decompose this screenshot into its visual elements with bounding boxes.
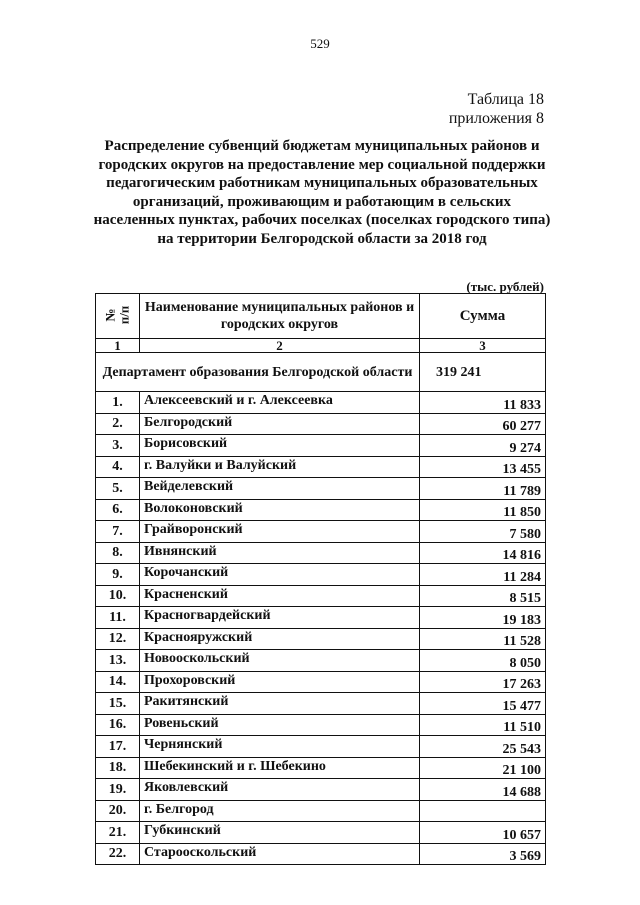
row-name: Борисовский [140, 435, 420, 457]
table-row [96, 779, 546, 801]
row-sum: 3 569 [420, 843, 546, 865]
row-number: 11. [96, 607, 140, 629]
subvention-table [95, 293, 546, 865]
row-sum: 14 688 [420, 779, 546, 801]
row-name: Шебекинский и г. Шебекино [140, 757, 420, 779]
row-sum [420, 800, 546, 822]
table-row [96, 521, 546, 543]
row-number: 22. [96, 843, 140, 865]
header-name: Наименование муниципальных районов и городских округов [140, 294, 420, 339]
row-name: Прохоровский [140, 671, 420, 693]
row-number: 20. [96, 800, 140, 822]
row-sum: 13 455 [420, 456, 546, 478]
row-name: Старооскольский [140, 843, 420, 865]
row-name: Волоконовский [140, 499, 420, 521]
table-row [96, 456, 546, 478]
table-row [96, 736, 546, 758]
row-sum: 11 850 [420, 499, 546, 521]
row-sum: 60 277 [420, 413, 546, 435]
table-ref-line1: Таблица 18 [467, 91, 544, 108]
department-row [96, 353, 546, 392]
row-sum: 11 833 [420, 392, 546, 414]
row-sum: 19 183 [420, 607, 546, 629]
row-sum: 17 263 [420, 671, 546, 693]
table-row [96, 693, 546, 715]
row-number: 15. [96, 693, 140, 715]
table-row [96, 650, 546, 672]
row-number: 7. [96, 521, 140, 543]
row-number: 4. [96, 456, 140, 478]
row-number: 10. [96, 585, 140, 607]
row-number: 1. [96, 392, 140, 414]
table-header-row [96, 294, 546, 339]
row-number: 17. [96, 736, 140, 758]
row-number: 18. [96, 757, 140, 779]
units-label: (тыс. рублей) [466, 279, 544, 294]
table-ref-line2: приложения 8 [448, 110, 544, 127]
row-name: Корочанский [140, 564, 420, 586]
row-sum: 9 274 [420, 435, 546, 457]
row-number: 12. [96, 628, 140, 650]
row-sum: 15 477 [420, 693, 546, 715]
row-number: 19. [96, 779, 140, 801]
row-number: 8. [96, 542, 140, 564]
row-name: Вейделевский [140, 478, 420, 500]
table-row [96, 499, 546, 521]
column-number-2: 2 [140, 339, 420, 353]
row-number: 9. [96, 564, 140, 586]
table-row [96, 392, 546, 414]
header-number-symbol: № [102, 308, 118, 322]
row-sum: 21 100 [420, 757, 546, 779]
row-name: Яковлевский [140, 779, 420, 801]
table-row [96, 822, 546, 844]
table-row [96, 671, 546, 693]
row-sum: 8 050 [420, 650, 546, 672]
table-row [96, 435, 546, 457]
header-number-abbr: п/п [116, 305, 132, 325]
row-sum: 11 528 [420, 628, 546, 650]
row-name: Ровеньский [140, 714, 420, 736]
row-number: 13. [96, 650, 140, 672]
row-sum: 11 789 [420, 478, 546, 500]
row-name: Ракитянский [140, 693, 420, 715]
department-sum: 319 241 [420, 353, 546, 392]
row-number: 6. [96, 499, 140, 521]
row-sum: 11 284 [420, 564, 546, 586]
table-row [96, 628, 546, 650]
row-name: Краснояружский [140, 628, 420, 650]
row-number: 2. [96, 413, 140, 435]
row-number: 5. [96, 478, 140, 500]
table-row [96, 843, 546, 865]
table-reference [344, 90, 544, 128]
row-number: 21. [96, 822, 140, 844]
row-sum: 7 580 [420, 521, 546, 543]
row-name: Ивнянский [140, 542, 420, 564]
row-name: Чернянский [140, 736, 420, 758]
row-name: г. Белгород [140, 800, 420, 822]
row-sum: 10 657 [420, 822, 546, 844]
row-number: 3. [96, 435, 140, 457]
table-row [96, 542, 546, 564]
header-sum: Сумма [420, 294, 546, 339]
table-row [96, 607, 546, 629]
table-row [96, 585, 546, 607]
row-name: Красненский [140, 585, 420, 607]
row-name: Красногвардейский [140, 607, 420, 629]
row-name: Алексеевский и г. Алексеевка [140, 392, 420, 414]
table-row [96, 413, 546, 435]
row-sum: 8 515 [420, 585, 546, 607]
row-name: г. Валуйки и Валуйский [140, 456, 420, 478]
row-number: 16. [96, 714, 140, 736]
row-name: Новооскольский [140, 650, 420, 672]
header-number [96, 294, 140, 339]
column-number-3: 3 [420, 339, 546, 353]
table-row [96, 757, 546, 779]
row-number: 14. [96, 671, 140, 693]
table-row [96, 564, 546, 586]
page-number: 529 [310, 36, 330, 51]
row-sum: 11 510 [420, 714, 546, 736]
row-name: Белгородский [140, 413, 420, 435]
row-sum: 14 816 [420, 542, 546, 564]
row-name: Губкинский [140, 822, 420, 844]
row-sum: 25 543 [420, 736, 546, 758]
document-title: Распределение субвенций бюджетам муниципальных районов и городских округов на предоставление мер социальной поддержки педагогическим работникам муниципальных образовательных организаций, проживающим и работающим в сельских населенных пунктах, рабочих поселках (поселках городского типа) на территории Белгородской области за 2018 год [93, 138, 551, 247]
row-name: Грайворонский [140, 521, 420, 543]
table-row [96, 800, 546, 822]
table-row [96, 714, 546, 736]
department-name: Департамент образования Белгородской области [96, 353, 420, 392]
table-row [96, 478, 546, 500]
column-number-1: 1 [96, 339, 140, 353]
column-number-row [96, 339, 546, 353]
